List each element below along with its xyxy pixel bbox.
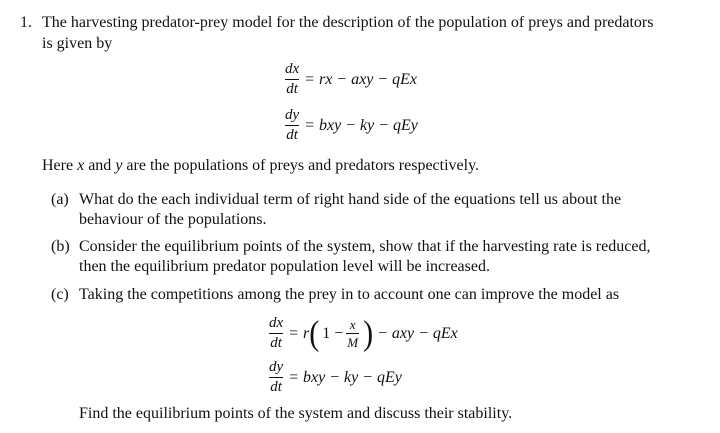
- part-a-label: (a): [51, 191, 69, 208]
- fraction-numerator: dy: [285, 107, 300, 123]
- fraction-numerator: dx: [269, 315, 284, 331]
- var-y: y: [115, 157, 123, 174]
- problem-number: 1.: [20, 14, 32, 31]
- populations-sentence: [42, 157, 479, 175]
- equation-tail: − axy − qEx: [373, 324, 458, 342]
- derivative-dx-dt: [284, 62, 300, 97]
- part-a-line1: What do the each individual term of right hand side of the equations tell us about the: [79, 191, 622, 208]
- fraction-denominator: dt: [270, 335, 282, 351]
- equation-prey: [284, 62, 417, 97]
- fraction-denominator: dt: [270, 379, 282, 395]
- equation-eq-r: = r: [288, 324, 310, 342]
- part-a-line2: behaviour of the populations.: [79, 211, 267, 228]
- equation-rhs: = bxy − ky − qEy: [288, 368, 402, 386]
- part-b-label: (b): [51, 238, 70, 255]
- fraction-denominator: dt: [286, 81, 298, 97]
- text: and: [84, 157, 116, 174]
- derivative-dx-dt: [268, 316, 284, 351]
- part-c-label: (c): [51, 286, 69, 303]
- equation-predator: [284, 108, 418, 143]
- open-paren: (: [309, 313, 320, 352]
- problem-intro-line2: is given by: [42, 35, 113, 52]
- close-paren: ): [363, 313, 374, 352]
- part-b-line2: then the equilibrium predator population level will be increased.: [79, 258, 490, 275]
- text: are the populations of preys and predators respectively.: [122, 157, 480, 174]
- fraction-denominator: dt: [286, 127, 298, 143]
- fraction-numerator: dy: [269, 359, 284, 375]
- equation-predator-2: [268, 360, 402, 395]
- problem-intro-line1: The harvesting predator-prey model for the description of the population of preys and predators: [42, 14, 654, 31]
- fraction-denominator: M: [347, 335, 359, 350]
- equation-logistic-prey: [268, 313, 458, 352]
- closing-instruction: Find the equilibrium points of the system and discuss their stability.: [79, 405, 513, 422]
- derivative-dy-dt: [284, 108, 300, 143]
- equation-rhs: = bxy − ky − qEy: [304, 116, 418, 134]
- var-x: x: [77, 157, 85, 174]
- fraction-numerator: dx: [285, 61, 300, 77]
- fraction-x-over-m: [346, 318, 359, 349]
- part-b-line1: Consider the equilibrium points of the system, show that if the harvesting rate is reduced,: [79, 238, 651, 255]
- equation-rhs: = rx − axy − qEx: [304, 70, 417, 88]
- fraction-numerator: x: [349, 317, 356, 332]
- derivative-dy-dt: [268, 360, 284, 395]
- part-c-line1: Taking the competitions among the prey in to account one can improve the model as: [79, 286, 620, 303]
- text: Here: [42, 157, 78, 174]
- one-minus: 1 −: [322, 324, 344, 342]
